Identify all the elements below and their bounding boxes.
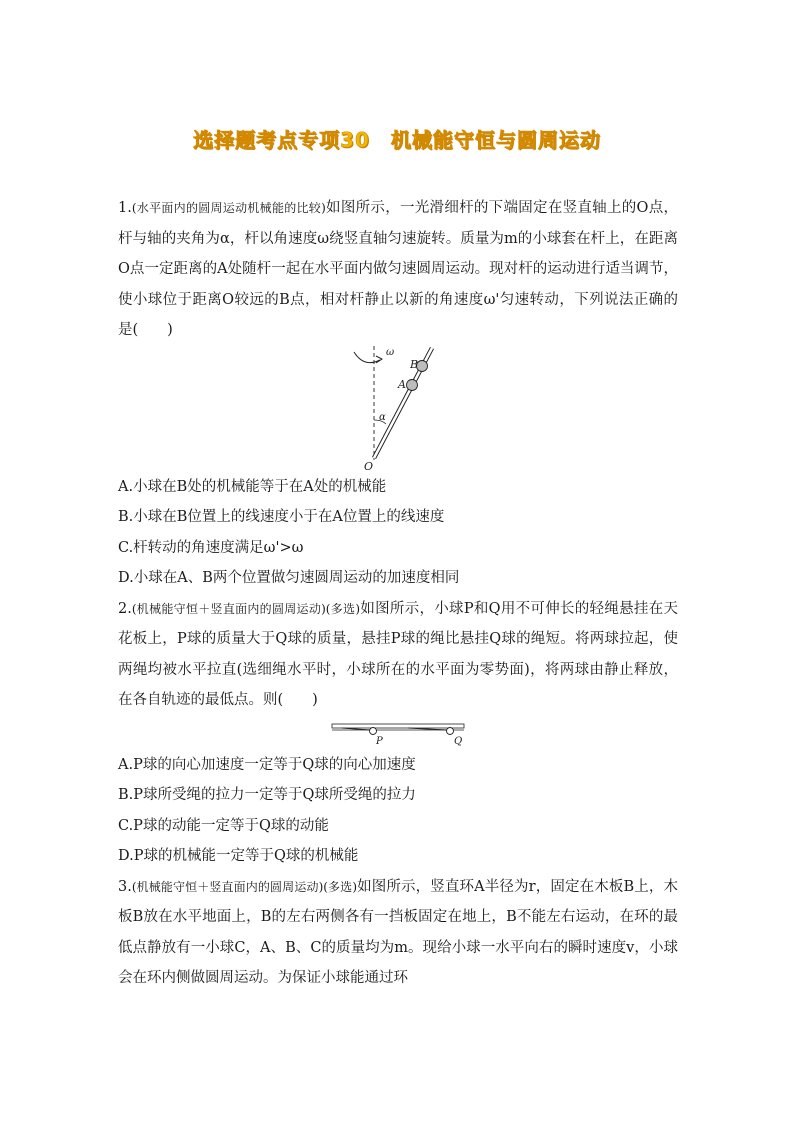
q2-option-c: C.P球的动能一定等于Q球的动能 [118, 817, 329, 834]
point-a-label: A [398, 377, 406, 391]
question-tag: (水平面内的圆周运动机械能的比较) [131, 201, 326, 215]
question-stem: 如图所示，一光滑细杆的下端固定在竖直轴上的O点，杆与轴的夹角为α，杆以角速度ω绕竖直轴匀速旋转。质量为m的小球套在杆上，在距离O点一定距离的A处随杆一起在水平面内做匀速圆周运动。现对杆的运动进行适当调节，使小球位于距离O较远的B点，相对杆静止以新的角速度ω'匀速转动，下列说法正确的是( ) [118, 200, 678, 338]
question-tag: (机械能守恒＋竖直面内的圆周运动)(多选) [131, 879, 357, 894]
q2-option-a: A.P球的向心加速度一定等于Q球的向心加速度 [118, 756, 416, 773]
rotating-rod-diagram [118, 346, 678, 472]
question-1 [118, 193, 678, 346]
figure-rotating-rod [118, 346, 678, 472]
omega-label: ω [386, 346, 395, 358]
ball-q [447, 727, 454, 734]
alpha-label: α [379, 411, 386, 423]
q2-option-b: B.P球所受绳的拉力一定等于Q球所受绳的拉力 [118, 787, 416, 803]
ball-q-label: Q [454, 735, 463, 747]
q2-option-d: D.P球的机械能一定等于Q球的机械能 [118, 848, 359, 864]
page-title: 选择题考点专项30 机械能守恒与圆周运动 [193, 128, 601, 152]
q1-option-c: C.杆转动的角速度满足ω'>ω [118, 539, 304, 556]
question-2 [118, 594, 678, 716]
pendulum-diagram [118, 716, 678, 750]
question-stem: 如图所示，小球P和Q用不可伸长的轻绳悬挂在天花板上，P球的质量大于Q球的质量，悬挂P球的绳比悬挂Q球的绳短。将两球拉起，使两绳均被水平拉直(选细绳水平时，小球所在的水平面为零势面)，将两球由静止释放，在各自轨迹的最低点。则( ) [118, 600, 678, 708]
point-o-label: O [364, 459, 374, 472]
q1-option-b: B.小球在B位置上的线速度小于在A位置上的线速度 [118, 509, 445, 525]
question-number: 1. [118, 200, 132, 216]
question-number: 3. [118, 878, 132, 895]
q1-option-d: D.小球在A、B两个位置做匀速圆周运动的加速度相同 [118, 570, 460, 586]
question-stem: 如图所示，竖直环A半径为r，固定在木板B上，木板B放在水平地面上，B的左右两侧各有一挡板固定在地上，B不能左右运动，在环的最低点静放有一小球C，A、B、C的质量均为m。现给小球一水平向右的瞬时速度v，小球会在环内侧做圆周运动。为保证小球能通过环 [118, 878, 678, 986]
document-body [118, 193, 678, 994]
question-number: 2. [118, 600, 132, 617]
ball-a [407, 379, 418, 390]
question-tag: (机械能守恒＋竖直面内的圆周运动)(多选) [131, 601, 361, 616]
ball-p-label: P [376, 735, 383, 747]
q1-option-a: A.小球在B处的机械能等于在A处的机械能 [118, 478, 387, 495]
question-3 [118, 872, 678, 994]
ball-b [417, 360, 428, 371]
ball-p [370, 727, 377, 734]
figure-two-pendulums [118, 716, 678, 750]
point-b-label: B [410, 357, 419, 371]
